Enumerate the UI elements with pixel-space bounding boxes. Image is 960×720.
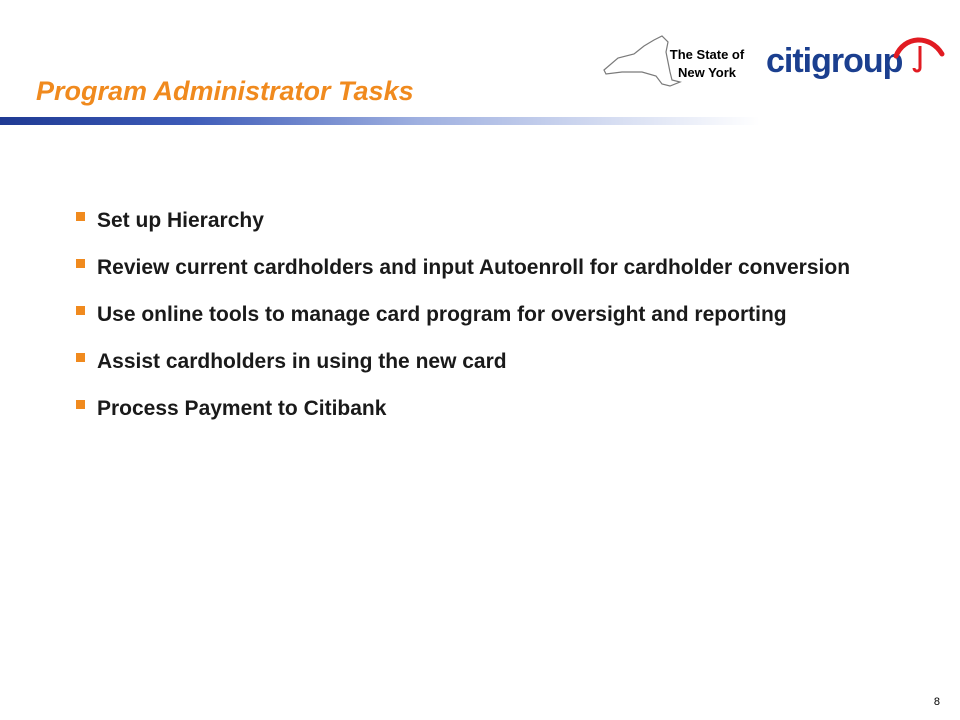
umbrella-icon — [884, 34, 946, 74]
bullet-square-icon — [76, 400, 85, 409]
logo-wordmark: citigroup — [766, 42, 903, 80]
title-divider — [0, 117, 760, 125]
list-item-text: Review current cardholders and input Autoenroll for cardholder conversion — [97, 256, 851, 279]
list-item-text: Set up Hierarchy — [97, 209, 264, 232]
bullet-square-icon — [76, 259, 85, 268]
list-item — [76, 300, 896, 329]
state-label-line1: The State of — [669, 47, 745, 62]
state-label-line2: New York — [677, 65, 737, 80]
bullet-square-icon — [76, 353, 85, 362]
list-item — [76, 394, 896, 423]
list-item — [76, 253, 896, 282]
list-item-text: Use online tools to manage card program for oversight and reporting — [97, 303, 787, 326]
list-item-text: Process Payment to Citibank — [97, 397, 387, 420]
page-number: 8 — [933, 696, 940, 708]
state-label — [660, 46, 754, 82]
task-list — [76, 206, 896, 441]
list-item — [76, 347, 896, 376]
page-title: Program Administrator Tasks — [36, 76, 414, 106]
bullet-square-icon — [76, 306, 85, 315]
list-item-text: Assist cardholders in using the new card — [97, 350, 507, 373]
list-item — [76, 206, 896, 235]
bullet-square-icon — [76, 212, 85, 221]
citigroup-logo — [766, 34, 946, 82]
